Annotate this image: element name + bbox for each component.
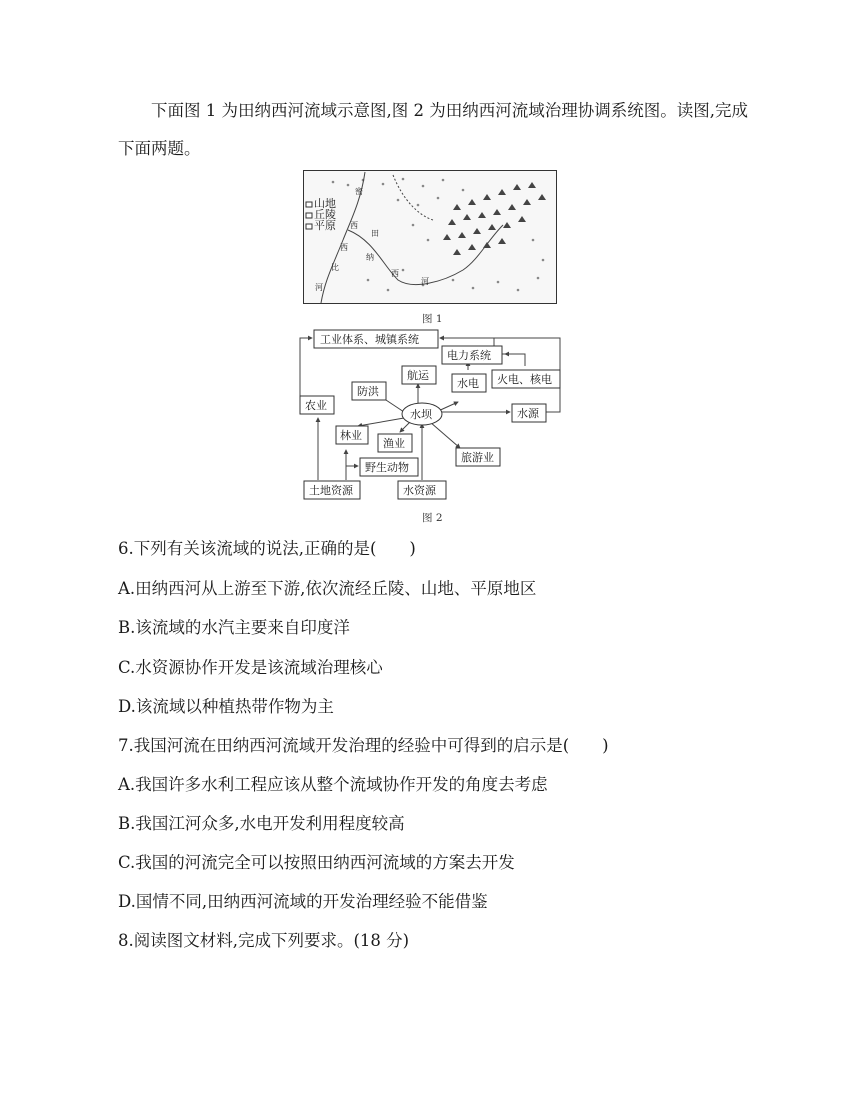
- svg-text:航运: 航运: [407, 369, 429, 382]
- svg-text:水资源: 水资源: [403, 484, 436, 497]
- legend-plain: 平原: [314, 219, 336, 232]
- q6-option-a: A.田纳西河从上游至下游,依次流经丘陵、山地、平原地区: [118, 579, 537, 598]
- svg-text:旅游业: 旅游业: [461, 451, 494, 464]
- q6-option-b: B.该流域的水汽主要来自印度洋: [118, 618, 350, 637]
- svg-text:渔业: 渔业: [383, 437, 405, 450]
- svg-text:野生动物: 野生动物: [365, 461, 409, 474]
- svg-text:水电: 水电: [457, 377, 479, 390]
- node-agri: [300, 396, 334, 414]
- question-7: 7.我国河流在田纳西河流域开发治理的经验中可得到的启示是( ): [118, 736, 609, 755]
- svg-text:工业体系、城镇系统: 工业体系、城镇系统: [320, 333, 419, 346]
- node-water: [398, 481, 446, 499]
- svg-text:火电、核电: 火电、核电: [497, 373, 552, 386]
- node-flood: [352, 382, 386, 400]
- q7-option-c: C.我国的河流完全可以按照田纳西河流域的方案去开发: [118, 853, 515, 872]
- figure2-caption: 图 2: [422, 512, 443, 524]
- legend-hill: 丘陵: [314, 208, 336, 221]
- node-wildlife: [360, 458, 418, 476]
- figure1-map: [303, 170, 557, 304]
- map-label: 西: [391, 269, 399, 278]
- node-watersrc: [512, 404, 546, 422]
- node-shipping: [402, 366, 436, 384]
- intro-paragraph: 下面图 1 为田纳西河流域示意图,图 2 为田纳西河流域治理协调系统图。读图,完成下面两题。: [118, 101, 748, 158]
- node-dam: [402, 403, 442, 425]
- map-label: 密: [355, 187, 363, 196]
- figure1-caption: 图 1: [422, 313, 443, 325]
- svg-text:水坝: 水坝: [410, 408, 432, 421]
- question-8: 8.阅读图文材料,完成下列要求。(18 分): [118, 931, 410, 950]
- q7-option-d: D.国情不同,田纳西河流域的开发治理经验不能借鉴: [118, 892, 488, 911]
- q6-option-c: C.水资源协作开发是该流域治理核心: [118, 658, 383, 677]
- figure2-diagram: [290, 326, 580, 508]
- svg-text:防洪: 防洪: [357, 385, 379, 398]
- map-label: 西: [350, 221, 358, 230]
- node-fish: [378, 434, 412, 452]
- node-land: [304, 481, 360, 499]
- svg-text:林业: 林业: [340, 429, 362, 442]
- node-thermal: [492, 370, 560, 388]
- question-6: 6.下列有关该流域的说法,正确的是( ): [118, 539, 416, 558]
- svg-text:电力系统: 电力系统: [447, 349, 491, 362]
- map-label: 河: [421, 277, 429, 286]
- q7-option-a: A.我国许多水利工程应该从整个流域协作开发的角度去考虑: [118, 775, 548, 794]
- node-industry: [314, 330, 438, 348]
- node-hydro: [452, 374, 486, 392]
- map-label: 河: [315, 283, 323, 292]
- map-label: 西: [340, 243, 348, 252]
- q6-option-d: D.该流域以种植热带作物为主: [118, 697, 334, 716]
- map-label: 纳: [366, 253, 374, 262]
- legend-mountain: 山地: [314, 197, 336, 210]
- node-power: [442, 346, 502, 364]
- map-label: 比: [331, 263, 339, 272]
- node-tourism: [456, 448, 500, 466]
- node-forest: [336, 426, 368, 444]
- q7-option-b: B.我国江河众多,水电开发利用程度较高: [118, 814, 405, 833]
- svg-text:水源: 水源: [517, 407, 539, 420]
- svg-text:农业: 农业: [305, 399, 327, 412]
- map-label: 田: [371, 229, 379, 238]
- svg-text:土地资源: 土地资源: [309, 484, 353, 497]
